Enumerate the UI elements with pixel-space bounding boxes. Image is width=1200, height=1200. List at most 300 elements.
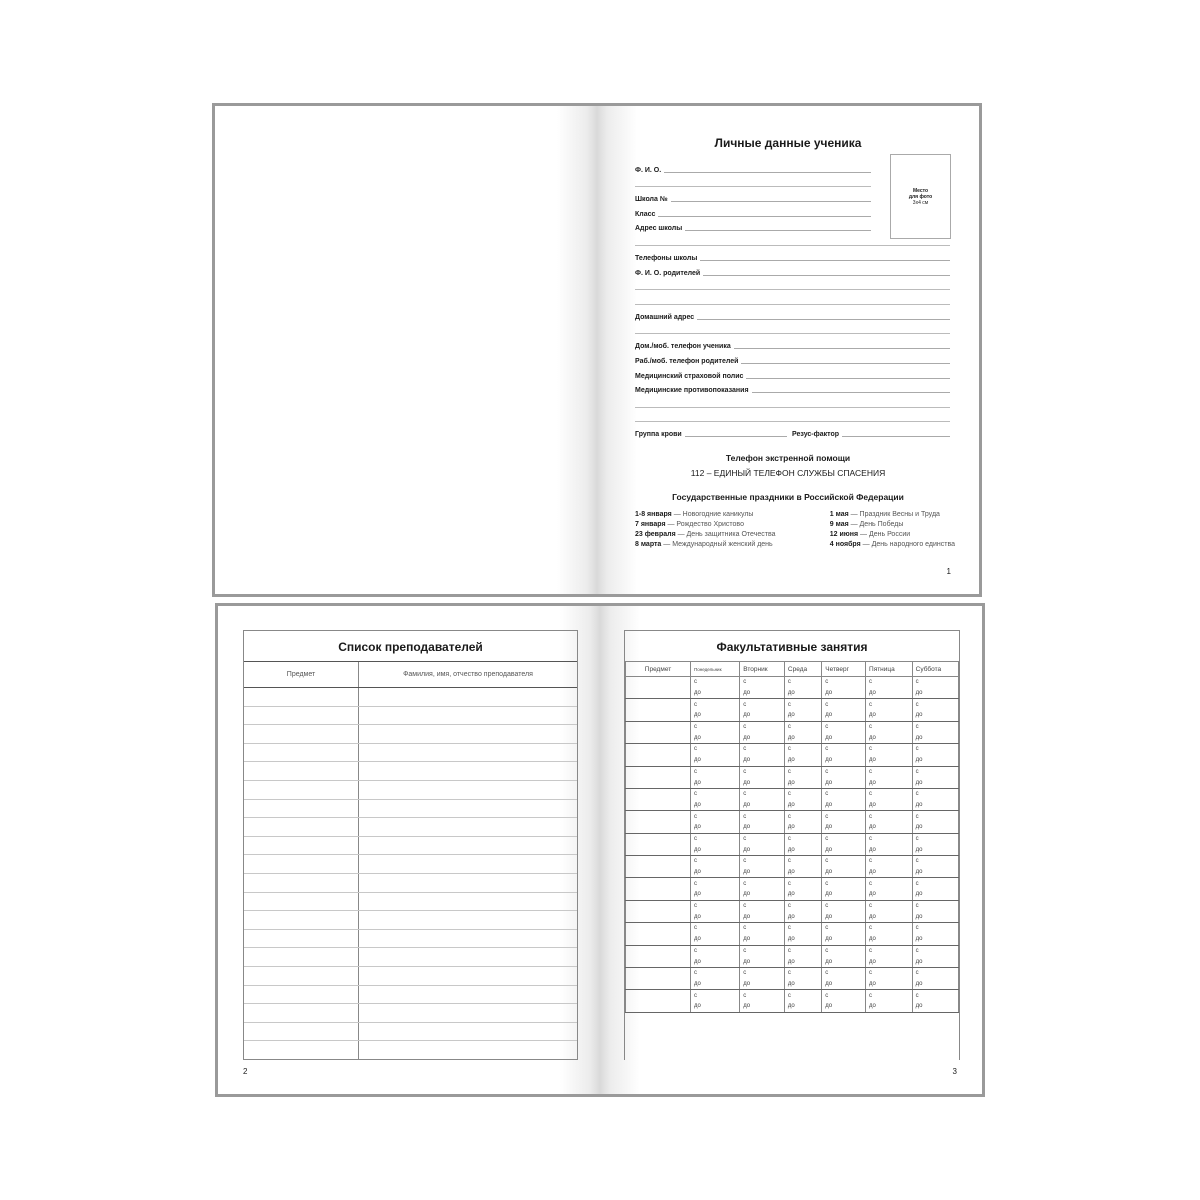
table-row[interactable] bbox=[244, 707, 577, 726]
time-to-cell[interactable]: до bbox=[691, 688, 740, 699]
time-to-cell[interactable]: до bbox=[822, 732, 866, 743]
table-row bbox=[626, 721, 959, 732]
holidays-column-right bbox=[830, 510, 955, 550]
class-field[interactable] bbox=[635, 206, 871, 218]
time-from-cell[interactable]: с bbox=[691, 923, 740, 934]
holiday-name: — День защитника Отечества bbox=[675, 531, 776, 538]
time-to-cell[interactable]: до bbox=[740, 1001, 785, 1012]
time-from-cell[interactable]: с bbox=[822, 744, 866, 755]
time-from-cell[interactable]: с bbox=[822, 967, 866, 978]
subject-cell[interactable] bbox=[626, 967, 691, 989]
top-spread bbox=[212, 103, 982, 597]
time-to-cell[interactable]: до bbox=[691, 755, 740, 766]
time-to-cell[interactable]: до bbox=[822, 755, 866, 766]
time-from-cell[interactable]: с bbox=[822, 833, 866, 844]
subject-cell[interactable] bbox=[244, 818, 359, 836]
time-from-cell[interactable]: с bbox=[691, 811, 740, 822]
subject-cell[interactable] bbox=[244, 762, 359, 780]
time-to-cell[interactable]: до bbox=[912, 732, 958, 743]
subject-cell[interactable] bbox=[626, 721, 691, 743]
school-phones-label: Телефоны школы bbox=[635, 255, 698, 262]
time-from-cell[interactable]: с bbox=[866, 856, 913, 867]
time-from-cell[interactable]: с bbox=[912, 744, 958, 755]
time-to-cell[interactable]: до bbox=[784, 911, 821, 922]
time-to-cell[interactable]: до bbox=[740, 844, 785, 855]
time-from-cell[interactable]: с bbox=[822, 788, 866, 799]
time-to-cell[interactable]: до bbox=[866, 800, 913, 811]
table-row[interactable] bbox=[244, 688, 577, 707]
time-from-cell[interactable]: с bbox=[912, 990, 958, 1001]
time-to-cell[interactable]: до bbox=[740, 755, 785, 766]
subject-cell[interactable] bbox=[244, 1041, 359, 1059]
column-header: Вторник bbox=[740, 662, 785, 677]
time-to-cell[interactable]: до bbox=[784, 822, 821, 833]
holiday-item bbox=[635, 510, 775, 520]
time-to-cell[interactable]: до bbox=[740, 822, 785, 833]
subject-cell[interactable] bbox=[626, 900, 691, 922]
time-to-cell[interactable]: до bbox=[822, 844, 866, 855]
time-to-cell[interactable]: до bbox=[866, 911, 913, 922]
subject-cell[interactable] bbox=[244, 707, 359, 725]
time-from-cell[interactable]: с bbox=[866, 744, 913, 755]
subject-cell[interactable] bbox=[244, 800, 359, 818]
time-from-cell[interactable]: с bbox=[740, 967, 785, 978]
time-from-cell[interactable]: с bbox=[740, 900, 785, 911]
teachers-table bbox=[243, 630, 578, 1060]
time-to-cell[interactable]: до bbox=[740, 979, 785, 990]
time-to-cell[interactable]: до bbox=[866, 956, 913, 967]
time-from-cell[interactable]: с bbox=[691, 878, 740, 889]
subject-cell[interactable] bbox=[626, 811, 691, 833]
time-from-cell[interactable]: с bbox=[866, 677, 913, 688]
time-to-cell[interactable]: до bbox=[866, 867, 913, 878]
rule-line bbox=[635, 333, 950, 334]
time-from-cell[interactable]: с bbox=[740, 766, 785, 777]
time-from-cell[interactable]: с bbox=[691, 677, 740, 688]
time-from-cell[interactable]: с bbox=[740, 677, 785, 688]
time-to-cell[interactable]: до bbox=[866, 934, 913, 945]
time-from-cell[interactable]: с bbox=[691, 856, 740, 867]
time-to-cell[interactable]: до bbox=[912, 956, 958, 967]
home-address-field[interactable] bbox=[635, 309, 950, 321]
time-from-cell[interactable]: с bbox=[740, 945, 785, 956]
parents-phone-field[interactable] bbox=[635, 353, 950, 365]
time-to-cell[interactable]: до bbox=[866, 710, 913, 721]
time-to-cell[interactable]: до bbox=[912, 688, 958, 699]
table-row bbox=[626, 990, 959, 1001]
table-row[interactable] bbox=[244, 855, 577, 874]
teachers-table-header bbox=[244, 661, 577, 688]
column-header: Пятница bbox=[866, 662, 913, 677]
table-row[interactable] bbox=[244, 986, 577, 1005]
time-from-cell[interactable]: с bbox=[740, 923, 785, 934]
time-from-cell[interactable]: с bbox=[822, 900, 866, 911]
time-from-cell[interactable]: с bbox=[866, 900, 913, 911]
time-to-cell[interactable]: до bbox=[784, 1001, 821, 1012]
time-from-cell[interactable]: с bbox=[784, 677, 821, 688]
time-to-cell[interactable]: до bbox=[740, 688, 785, 699]
time-to-cell[interactable]: до bbox=[784, 934, 821, 945]
holiday-name: — Новогодние каникулы bbox=[671, 511, 754, 518]
subject-cell[interactable] bbox=[626, 699, 691, 721]
time-to-cell[interactable]: до bbox=[912, 889, 958, 900]
rule-line bbox=[635, 304, 950, 305]
time-to-cell[interactable]: до bbox=[740, 710, 785, 721]
subject-cell[interactable] bbox=[626, 766, 691, 788]
table-row bbox=[626, 878, 959, 889]
time-from-cell[interactable]: с bbox=[691, 699, 740, 710]
holidays-column-left bbox=[635, 510, 775, 550]
school-no-field[interactable] bbox=[635, 191, 871, 203]
time-from-cell[interactable]: с bbox=[822, 677, 866, 688]
time-to-cell[interactable]: до bbox=[866, 844, 913, 855]
time-from-cell[interactable]: с bbox=[822, 811, 866, 822]
time-to-cell[interactable]: до bbox=[691, 934, 740, 945]
time-to-cell[interactable]: до bbox=[691, 777, 740, 788]
contraindications-label: Медицинские противопоказания bbox=[635, 387, 749, 394]
time-to-cell[interactable]: до bbox=[691, 800, 740, 811]
time-from-cell[interactable]: с bbox=[866, 833, 913, 844]
time-from-cell[interactable]: с bbox=[912, 900, 958, 911]
subject-cell[interactable] bbox=[626, 677, 691, 699]
table-row[interactable] bbox=[244, 967, 577, 986]
time-to-cell[interactable]: до bbox=[784, 844, 821, 855]
time-from-cell[interactable]: с bbox=[784, 923, 821, 934]
time-to-cell[interactable]: до bbox=[822, 956, 866, 967]
time-to-cell[interactable]: до bbox=[691, 844, 740, 855]
time-from-cell[interactable]: с bbox=[691, 788, 740, 799]
time-from-cell[interactable]: с bbox=[784, 744, 821, 755]
time-to-cell[interactable]: до bbox=[740, 800, 785, 811]
time-to-cell[interactable]: до bbox=[784, 800, 821, 811]
photo-size: 3х4 см bbox=[912, 199, 929, 206]
table-row[interactable] bbox=[244, 1004, 577, 1023]
time-from-cell[interactable]: с bbox=[912, 856, 958, 867]
time-from-cell[interactable]: с bbox=[866, 967, 913, 978]
time-to-cell[interactable]: до bbox=[822, 979, 866, 990]
time-to-cell[interactable]: до bbox=[912, 755, 958, 766]
time-from-cell[interactable]: с bbox=[691, 833, 740, 844]
student-phone-field[interactable] bbox=[635, 338, 950, 350]
table-row[interactable] bbox=[244, 911, 577, 930]
time-to-cell[interactable]: до bbox=[866, 688, 913, 699]
time-to-cell[interactable]: до bbox=[691, 979, 740, 990]
time-to-cell[interactable]: до bbox=[912, 800, 958, 811]
holiday-date: 4 ноября bbox=[829, 541, 861, 548]
time-to-cell[interactable]: до bbox=[740, 956, 785, 967]
subject-cell[interactable] bbox=[244, 1004, 359, 1022]
subject-cell[interactable] bbox=[244, 893, 359, 911]
time-from-cell[interactable]: с bbox=[784, 900, 821, 911]
time-to-cell[interactable]: до bbox=[691, 1001, 740, 1012]
time-from-cell[interactable]: с bbox=[740, 811, 785, 822]
time-to-cell[interactable]: до bbox=[691, 956, 740, 967]
time-from-cell[interactable]: с bbox=[912, 721, 958, 732]
subject-cell[interactable] bbox=[626, 878, 691, 900]
time-from-cell[interactable]: с bbox=[866, 923, 913, 934]
time-to-cell[interactable]: до bbox=[912, 822, 958, 833]
subject-cell[interactable] bbox=[244, 781, 359, 799]
page-number: 3 bbox=[952, 1067, 957, 1076]
fio-field[interactable] bbox=[635, 162, 871, 174]
time-from-cell[interactable]: с bbox=[912, 766, 958, 777]
time-from-cell[interactable]: с bbox=[691, 721, 740, 732]
subject-cell[interactable] bbox=[244, 874, 359, 892]
time-from-cell[interactable]: с bbox=[784, 699, 821, 710]
time-to-cell[interactable]: до bbox=[822, 1001, 866, 1012]
time-from-cell[interactable]: с bbox=[822, 878, 866, 889]
holiday-date: 9 мая bbox=[829, 521, 849, 528]
time-to-cell[interactable]: до bbox=[784, 688, 821, 699]
time-from-cell[interactable]: с bbox=[784, 967, 821, 978]
time-to-cell[interactable]: до bbox=[822, 822, 866, 833]
time-to-cell[interactable]: до bbox=[822, 867, 866, 878]
fio-label: Ф. И. О. bbox=[635, 167, 662, 174]
subject-cell[interactable] bbox=[244, 948, 359, 966]
time-from-cell[interactable]: с bbox=[912, 833, 958, 844]
time-to-cell[interactable]: до bbox=[740, 732, 785, 743]
time-from-cell[interactable]: с bbox=[912, 788, 958, 799]
time-from-cell[interactable]: с bbox=[740, 788, 785, 799]
time-to-cell[interactable]: до bbox=[822, 934, 866, 945]
time-to-cell[interactable]: до bbox=[691, 822, 740, 833]
photo-label: для фото bbox=[908, 193, 933, 200]
time-to-cell[interactable]: до bbox=[866, 777, 913, 788]
time-to-cell[interactable]: до bbox=[691, 867, 740, 878]
table-row bbox=[626, 967, 959, 978]
time-from-cell[interactable]: с bbox=[866, 878, 913, 889]
time-to-cell[interactable]: до bbox=[740, 911, 785, 922]
blood-group-field[interactable] bbox=[635, 426, 787, 438]
time-from-cell[interactable]: с bbox=[784, 811, 821, 822]
parents-fio-field[interactable] bbox=[635, 265, 950, 277]
subject-cell[interactable] bbox=[244, 967, 359, 985]
time-to-cell[interactable]: до bbox=[740, 867, 785, 878]
blank-page bbox=[215, 106, 597, 594]
time-to-cell[interactable]: до bbox=[912, 867, 958, 878]
time-from-cell[interactable]: с bbox=[822, 856, 866, 867]
subject-cell[interactable] bbox=[244, 688, 359, 706]
table-row[interactable] bbox=[244, 893, 577, 912]
time-from-cell[interactable]: с bbox=[866, 788, 913, 799]
time-to-cell[interactable]: до bbox=[784, 777, 821, 788]
time-from-cell[interactable]: с bbox=[691, 990, 740, 1001]
time-from-cell[interactable]: с bbox=[866, 766, 913, 777]
time-from-cell[interactable]: с bbox=[784, 990, 821, 1001]
time-to-cell[interactable]: до bbox=[912, 710, 958, 721]
subject-cell[interactable] bbox=[244, 744, 359, 762]
time-to-cell[interactable]: до bbox=[866, 822, 913, 833]
table-row[interactable] bbox=[244, 1023, 577, 1042]
time-from-cell[interactable]: с bbox=[740, 878, 785, 889]
time-to-cell[interactable]: до bbox=[866, 979, 913, 990]
rh-factor-field[interactable] bbox=[792, 426, 950, 438]
time-to-cell[interactable]: до bbox=[912, 777, 958, 788]
subject-cell[interactable] bbox=[626, 788, 691, 810]
table-row[interactable] bbox=[244, 762, 577, 781]
time-from-cell[interactable]: с bbox=[784, 945, 821, 956]
table-row bbox=[626, 677, 959, 688]
emergency-title: Телефон экстренной помощи bbox=[725, 453, 851, 463]
time-from-cell[interactable]: с bbox=[912, 699, 958, 710]
table-row bbox=[626, 856, 959, 867]
subject-cell[interactable] bbox=[244, 725, 359, 743]
time-to-cell[interactable]: до bbox=[784, 979, 821, 990]
table-row[interactable] bbox=[244, 874, 577, 893]
time-to-cell[interactable]: до bbox=[912, 979, 958, 990]
time-from-cell[interactable]: с bbox=[740, 721, 785, 732]
teachers-page bbox=[218, 606, 600, 1094]
time-from-cell[interactable]: с bbox=[691, 945, 740, 956]
time-from-cell[interactable]: с bbox=[784, 766, 821, 777]
time-to-cell[interactable]: до bbox=[784, 956, 821, 967]
holidays-title: Государственные праздники в Российской Федерации bbox=[672, 492, 904, 502]
time-from-cell[interactable]: с bbox=[866, 811, 913, 822]
time-from-cell[interactable]: с bbox=[740, 699, 785, 710]
subject-cell[interactable] bbox=[626, 945, 691, 967]
table-row bbox=[626, 699, 959, 710]
time-to-cell[interactable]: до bbox=[912, 934, 958, 945]
subject-cell[interactable] bbox=[626, 833, 691, 855]
time-to-cell[interactable]: до bbox=[912, 911, 958, 922]
time-to-cell[interactable]: до bbox=[912, 1001, 958, 1012]
time-to-cell[interactable]: до bbox=[784, 710, 821, 721]
time-from-cell[interactable]: с bbox=[912, 811, 958, 822]
time-from-cell[interactable]: с bbox=[822, 945, 866, 956]
time-to-cell[interactable]: до bbox=[822, 911, 866, 922]
rule-line bbox=[635, 421, 950, 422]
time-to-cell[interactable]: до bbox=[784, 889, 821, 900]
rule-line bbox=[635, 407, 950, 408]
time-to-cell[interactable]: до bbox=[866, 732, 913, 743]
table-row[interactable] bbox=[244, 948, 577, 967]
time-from-cell[interactable]: с bbox=[822, 923, 866, 934]
time-to-cell[interactable]: до bbox=[784, 732, 821, 743]
time-from-cell[interactable]: с bbox=[691, 900, 740, 911]
subject-cell[interactable] bbox=[244, 1023, 359, 1041]
time-from-cell[interactable]: с bbox=[912, 967, 958, 978]
table-row[interactable] bbox=[244, 744, 577, 763]
bottom-spread bbox=[215, 603, 985, 1097]
subject-cell[interactable] bbox=[626, 923, 691, 945]
time-from-cell[interactable]: с bbox=[912, 923, 958, 934]
time-from-cell[interactable]: с bbox=[784, 833, 821, 844]
time-from-cell[interactable]: с bbox=[784, 878, 821, 889]
time-to-cell[interactable]: до bbox=[822, 800, 866, 811]
table-row[interactable] bbox=[244, 930, 577, 949]
insurance-field[interactable] bbox=[635, 368, 950, 380]
table-row bbox=[626, 900, 959, 911]
time-from-cell[interactable]: с bbox=[784, 721, 821, 732]
time-to-cell[interactable]: до bbox=[822, 777, 866, 788]
page-title: Список преподавателей bbox=[338, 640, 483, 654]
time-from-cell[interactable]: с bbox=[912, 677, 958, 688]
time-from-cell[interactable]: с bbox=[691, 967, 740, 978]
time-to-cell[interactable]: до bbox=[691, 732, 740, 743]
time-from-cell[interactable]: с bbox=[822, 990, 866, 1001]
holiday-item bbox=[830, 510, 955, 520]
time-from-cell[interactable]: с bbox=[784, 856, 821, 867]
time-from-cell[interactable]: с bbox=[866, 721, 913, 732]
teachers-table-body bbox=[244, 688, 577, 1059]
holiday-date: 7 января bbox=[635, 521, 666, 528]
time-to-cell[interactable]: до bbox=[822, 688, 866, 699]
time-to-cell[interactable]: до bbox=[866, 755, 913, 766]
holiday-date: 12 июня bbox=[829, 531, 859, 538]
holiday-item bbox=[830, 520, 955, 530]
table-row[interactable] bbox=[244, 725, 577, 744]
electives-table bbox=[625, 661, 959, 1013]
time-to-cell[interactable]: до bbox=[784, 755, 821, 766]
time-from-cell[interactable]: с bbox=[866, 945, 913, 956]
subject-cell[interactable] bbox=[244, 837, 359, 855]
subject-cell[interactable] bbox=[244, 855, 359, 873]
table-row[interactable] bbox=[244, 781, 577, 800]
page-number: 1 bbox=[946, 567, 951, 576]
time-to-cell[interactable]: до bbox=[691, 911, 740, 922]
table-row[interactable] bbox=[244, 837, 577, 856]
time-from-cell[interactable]: с bbox=[866, 990, 913, 1001]
time-from-cell[interactable]: с bbox=[691, 766, 740, 777]
time-to-cell[interactable]: до bbox=[822, 889, 866, 900]
table-row[interactable] bbox=[244, 1041, 577, 1059]
time-to-cell[interactable]: до bbox=[691, 889, 740, 900]
time-from-cell[interactable]: с bbox=[740, 990, 785, 1001]
emergency-number: 112 – ЕДИНЫЙ ТЕЛЕФОН СЛУЖБЫ СПАСЕНИЯ bbox=[690, 468, 886, 478]
holidays-list bbox=[635, 510, 955, 550]
subject-cell[interactable] bbox=[244, 930, 359, 948]
subject-cell[interactable] bbox=[244, 986, 359, 1004]
time-from-cell[interactable]: с bbox=[740, 856, 785, 867]
time-from-cell[interactable]: с bbox=[740, 833, 785, 844]
subject-cell[interactable] bbox=[626, 856, 691, 878]
time-from-cell[interactable]: с bbox=[822, 766, 866, 777]
time-to-cell[interactable]: до bbox=[740, 934, 785, 945]
time-to-cell[interactable]: до bbox=[912, 844, 958, 855]
time-from-cell[interactable]: с bbox=[740, 744, 785, 755]
school-phones-field[interactable] bbox=[635, 250, 950, 262]
contraindications-field[interactable] bbox=[635, 382, 950, 394]
time-to-cell[interactable]: до bbox=[740, 889, 785, 900]
table-row bbox=[626, 923, 959, 934]
time-from-cell[interactable]: с bbox=[691, 744, 740, 755]
time-to-cell[interactable]: до bbox=[691, 710, 740, 721]
time-to-cell[interactable]: до bbox=[866, 889, 913, 900]
time-from-cell[interactable]: с bbox=[822, 699, 866, 710]
table-row[interactable] bbox=[244, 800, 577, 819]
time-from-cell[interactable]: с bbox=[912, 878, 958, 889]
school-address-label: Адрес школы bbox=[635, 225, 683, 232]
time-to-cell[interactable]: до bbox=[740, 777, 785, 788]
subject-cell[interactable] bbox=[626, 990, 691, 1012]
time-from-cell[interactable]: с bbox=[784, 788, 821, 799]
rule-line bbox=[635, 289, 950, 290]
table-row[interactable] bbox=[244, 818, 577, 837]
column-header: Суббота bbox=[912, 662, 958, 677]
school-address-field[interactable] bbox=[635, 220, 871, 232]
subject-cell[interactable] bbox=[626, 744, 691, 766]
teacher-column-header: Фамилия, имя, отчество преподавателя bbox=[403, 671, 533, 678]
page-title: Личные данные ученика bbox=[714, 136, 862, 150]
time-from-cell[interactable]: с bbox=[822, 721, 866, 732]
time-from-cell[interactable]: с bbox=[866, 699, 913, 710]
insurance-label: Медицинский страховой полис bbox=[635, 373, 744, 380]
time-to-cell[interactable]: до bbox=[866, 1001, 913, 1012]
time-to-cell[interactable]: до bbox=[784, 867, 821, 878]
time-from-cell[interactable]: с bbox=[912, 945, 958, 956]
subject-cell[interactable] bbox=[244, 911, 359, 929]
time-to-cell[interactable]: до bbox=[822, 710, 866, 721]
